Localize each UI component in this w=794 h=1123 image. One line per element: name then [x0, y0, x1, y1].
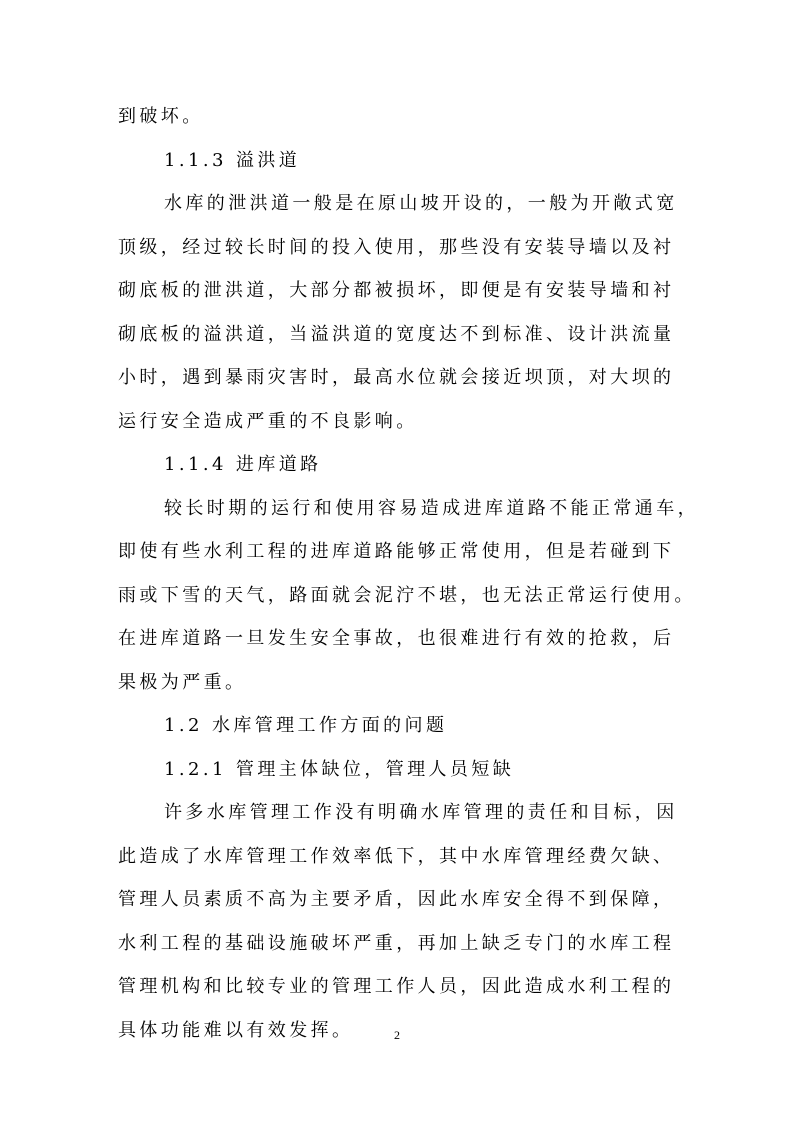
paragraph-line: 运行安全造成严重的不良影响。 [118, 411, 418, 432]
paragraph-line: 顶级，经过较长时间的投入使用，那些没有安装导墙以及衬 [118, 237, 675, 258]
paragraph-line: 小时，遇到暴雨灾害时，最高水位就会接近坝顶，对大坝的 [118, 367, 675, 388]
paragraph-line: 在进库道路一旦发生安全事故，也很难进行有效的抢救，后 [118, 628, 675, 649]
section-heading-1-1-3: 1.1.3 溢洪道 [164, 150, 301, 171]
paragraph-line: 此造成了水库管理工作效率低下，其中水库管理经费欠缺、 [118, 846, 675, 867]
paragraph-line: 许多水库管理工作没有明确水库管理的责任和目标，因 [164, 802, 678, 823]
section-heading-1-2-1: 1.2.1 管理主体缺位，管理人员短缺 [164, 759, 515, 780]
page-number: 2 [394, 1028, 400, 1042]
paragraph-line: 砌底板的溢洪道，当溢洪道的宽度达不到标准、设计洪流量 [118, 324, 675, 345]
paragraph-line: 管理机构和比较专业的管理工作人员，因此造成水利工程的 [118, 976, 675, 997]
section-heading-1-2: 1.2 水库管理工作方面的问题 [164, 715, 448, 736]
section-heading-1-1-4: 1.1.4 进库道路 [164, 454, 322, 475]
paragraph-line: 具体功能难以有效发挥。 [118, 1020, 354, 1041]
paragraph-line: 管理人员素质不高为主要矛盾，因此水库安全得不到保障， [118, 889, 675, 910]
paragraph-line: 水利工程的基础设施破坏严重，再加上缺乏专门的水库工程 [118, 933, 675, 954]
paragraph-line: 到破坏。 [118, 106, 204, 127]
paragraph-line: 较长时期的运行和使用容易造成进库道路不能正常通车， [164, 498, 699, 519]
paragraph-line: 水库的泄洪道一般是在原山坡开设的，一般为开敞式宽 [164, 193, 678, 214]
paragraph-line: 砌底板的泄洪道，大部分都被损坏，即便是有安装导墙和衬 [118, 280, 675, 301]
paragraph-line: 雨或下雪的天气，路面就会泥泞不堪，也无法正常运行使用。 [118, 585, 696, 606]
paragraph-line: 即使有些水利工程的进库道路能够正常使用，但是若碰到下 [118, 541, 675, 562]
paragraph-line: 果极为严重。 [118, 672, 247, 693]
